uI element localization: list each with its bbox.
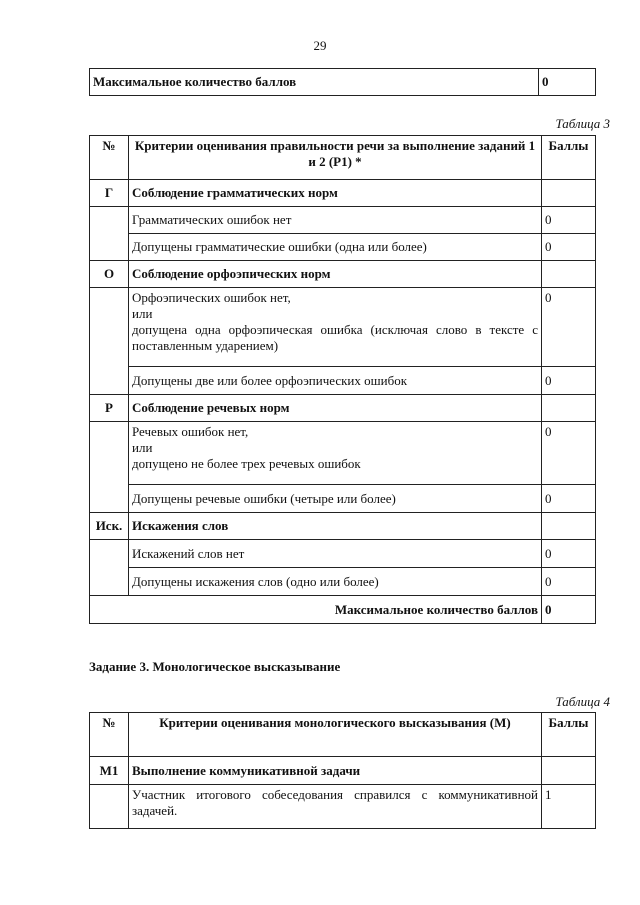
criterion-text: Грамматических ошибок нет xyxy=(129,207,542,234)
criterion-title: Выполнение коммуникативной задачи xyxy=(129,757,542,785)
points-value: 0 xyxy=(542,367,596,395)
criterion-code: Г xyxy=(90,180,129,207)
top-max-table xyxy=(89,68,596,96)
table-row xyxy=(90,713,596,757)
table-row xyxy=(90,180,596,207)
max-score-value: 0 xyxy=(539,69,596,96)
max-score-label: Максимальное количество баллов xyxy=(90,69,539,96)
criterion-text xyxy=(129,288,542,367)
table-row xyxy=(90,136,596,180)
points-cell xyxy=(542,513,596,540)
task3-heading: Задание 3. Монологическое высказывание xyxy=(89,659,341,674)
criterion-title: Соблюдение грамматических норм xyxy=(129,180,542,207)
criterion-title: Соблюдение речевых норм xyxy=(129,395,542,422)
points-cell xyxy=(542,395,596,422)
criterion-text: Допущены искажения слов (одно или более) xyxy=(129,568,542,596)
points-cell xyxy=(542,757,596,785)
points-value: 0 xyxy=(542,568,596,596)
points-value: 1 xyxy=(542,785,596,829)
max-score-value: 0 xyxy=(542,596,596,624)
points-value: 0 xyxy=(542,422,596,485)
header-points: Баллы xyxy=(542,136,596,180)
table-row xyxy=(90,261,596,288)
table-row xyxy=(90,568,596,596)
criterion-line: или xyxy=(132,306,153,321)
criterion-text xyxy=(129,422,542,485)
max-score-label: Максимальное количество баллов xyxy=(90,596,542,624)
points-value: 0 xyxy=(542,485,596,513)
criterion-code: Иск. xyxy=(90,513,129,540)
table-row xyxy=(90,367,596,395)
criterion-code: М1 xyxy=(90,757,129,785)
table-row xyxy=(90,513,596,540)
criterion-title: Искажения слов xyxy=(129,513,542,540)
table-row xyxy=(90,69,596,96)
empty-cell xyxy=(90,422,129,513)
header-num: № xyxy=(90,713,129,757)
table-row xyxy=(90,234,596,261)
points-value: 0 xyxy=(542,234,596,261)
criterion-code: Р xyxy=(90,395,129,422)
points-value: 0 xyxy=(542,540,596,568)
criterion-line: допущена одна орфоэпическая ошибка (исключая слово в тексте с поставленным ударением) xyxy=(132,322,538,353)
table3 xyxy=(89,135,596,624)
table-row xyxy=(90,288,596,367)
criterion-line: допущено не более трех речевых ошибок xyxy=(132,456,361,471)
header-num: № xyxy=(90,136,129,180)
criterion-code: О xyxy=(90,261,129,288)
empty-cell xyxy=(90,288,129,395)
table-row xyxy=(90,395,596,422)
criterion-text: Допущены грамматические ошибки (одна или более) xyxy=(129,234,542,261)
points-cell xyxy=(542,180,596,207)
header-criteria: Критерии оценивания правильности речи за выполнение заданий 1 и 2 (Р1) * xyxy=(129,136,542,180)
table4-caption: Таблица 4 xyxy=(555,694,610,709)
table-row xyxy=(90,540,596,568)
table-row xyxy=(90,596,596,624)
table-row xyxy=(90,207,596,234)
table4 xyxy=(89,712,596,829)
empty-cell xyxy=(90,540,129,596)
points-cell xyxy=(542,261,596,288)
criterion-text: Допущены две или более орфоэпических ошибок xyxy=(129,367,542,395)
table-row xyxy=(90,757,596,785)
criterion-text: Искажений слов нет xyxy=(129,540,542,568)
table-row xyxy=(90,785,596,829)
header-criteria: Критерии оценивания монологического высказывания (М) xyxy=(129,713,542,757)
page-number: 29 xyxy=(313,38,327,53)
table-row xyxy=(90,485,596,513)
empty-cell xyxy=(90,785,129,829)
empty-cell xyxy=(90,207,129,261)
points-value: 0 xyxy=(542,207,596,234)
criterion-text: Допущены речевые ошибки (четыре или более) xyxy=(129,485,542,513)
table-row xyxy=(90,422,596,485)
criterion-title: Соблюдение орфоэпических норм xyxy=(129,261,542,288)
header-points: Баллы xyxy=(542,713,596,757)
criterion-line: или xyxy=(132,440,153,455)
criterion-line: Речевых ошибок нет, xyxy=(132,424,249,439)
criterion-text: Участник итогового собеседования справился с коммуникативной задачей. xyxy=(129,785,542,829)
table3-caption: Таблица 3 xyxy=(555,116,610,131)
points-value: 0 xyxy=(542,288,596,367)
criterion-line: Орфоэпических ошибок нет, xyxy=(132,290,291,305)
